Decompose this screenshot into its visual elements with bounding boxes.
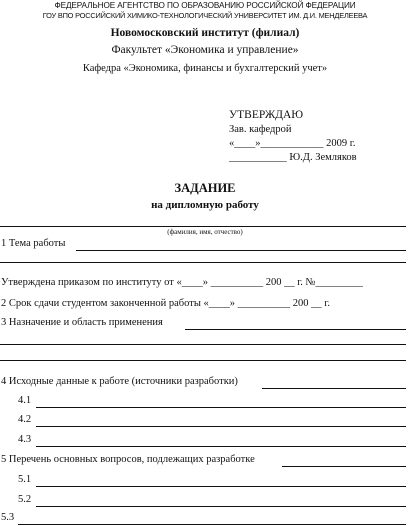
field-input-data-label: 4 Исходные данные к работе (источники разработки) [1, 376, 238, 387]
approval-heading: УТВЕРЖДАЮ [229, 109, 304, 121]
institute-name: Новомосковский институт (филиал) [110, 27, 300, 39]
item-4-1-label: 4.1 [18, 395, 32, 406]
item-4-2-line [36, 426, 406, 427]
field-questions-label: 5 Перечень основных вопросов, подлежащих разработке [1, 454, 255, 465]
field-order-label: Утверждена приказом по институту от «____» __________ 200 __ г. №_________ [1, 277, 363, 288]
field-input-data-line [262, 388, 406, 389]
field-deadline-label: 2 Срок сдачи студентом законченной работы «____» __________ 200 __ г. [1, 298, 331, 309]
field-topic-label: 1 Тема работы [1, 238, 66, 249]
approval-signature: ___________ Ю.Д. Земляков [229, 152, 357, 163]
document-subtitle: на дипломную работу [151, 199, 259, 211]
item-5-3-label: 5.3 [1, 512, 15, 523]
field-purpose-line [185, 329, 406, 330]
department-name: Кафедра «Экономика, финансы и бухгалтерский учет» [82, 63, 328, 74]
item-5-2-line [36, 506, 406, 507]
item-5-1-line [36, 486, 406, 487]
university-name: ГОУ ВПО РОССИЙСКИЙ ХИМИКО-ТЕХНОЛОГИЧЕСКИЙ УНИВЕРСИТЕТ ИМ. Д.И. МЕНДЕЛЕЕВА [42, 11, 368, 20]
item-5-2-label: 5.2 [18, 494, 32, 505]
field-topic-line [76, 250, 406, 251]
approval-head-title: Зав. кафедрой [229, 124, 292, 135]
approval-date-line: «____»____________ 2009 г. [229, 138, 356, 149]
student-name-line [0, 226, 406, 227]
item-4-2-label: 4.2 [18, 414, 32, 425]
field-questions-line [282, 466, 406, 467]
item-5-1-label: 5.1 [18, 474, 32, 485]
field-purpose-line-3 [0, 360, 406, 361]
faculty-name: Факультет «Экономика и управление» [111, 44, 299, 56]
item-4-3-label: 4.3 [18, 434, 32, 445]
field-purpose-line-2 [0, 344, 406, 345]
student-name-hint: (фамилия, имя, отчество) [167, 228, 243, 236]
item-4-1-line [36, 407, 406, 408]
agency-name: ФЕДЕРАЛЬНОЕ АГЕНТСТВО ПО ОБРАЗОВАНИЮ РОССИЙСКОЙ ФЕДЕРАЦИИ [54, 1, 356, 10]
field-topic-line-2 [0, 262, 406, 263]
item-4-3-line [36, 446, 406, 447]
field-purpose-label: 3 Назначение и область применения [1, 317, 163, 328]
document-title: ЗАДАНИЕ [174, 181, 236, 195]
item-5-3-line [18, 524, 406, 525]
